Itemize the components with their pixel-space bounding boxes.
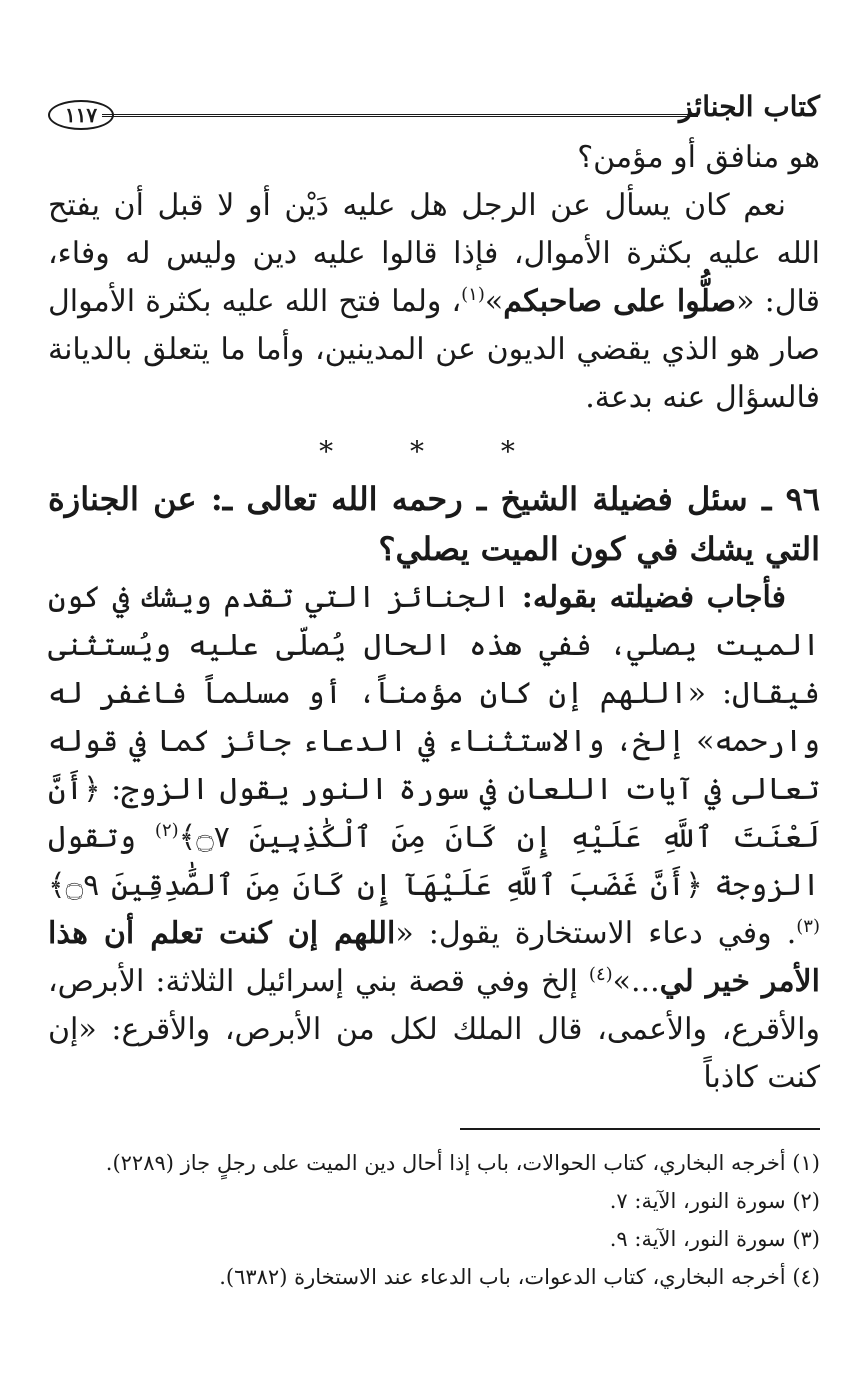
book-page <box>48 90 820 1296</box>
footnotes-separator <box>460 1128 820 1130</box>
paragraph-2-text-b: » <box>484 284 504 319</box>
chapter-title: كتاب الجنائز <box>678 90 820 123</box>
footnote-2: (٢) سورة النور، الآية: ٧. <box>609 1189 820 1213</box>
footnote-4: (٤) أخرجه البخاري، كتاب الدعوات، باب الدعاء عند الاستخارة (٦٣٨٢). <box>219 1265 820 1289</box>
answer-paragraph <box>48 574 820 1102</box>
footnote-ref-4: (٤) <box>588 964 613 985</box>
page-header <box>48 90 820 134</box>
footnote-ref-3: (٣) <box>796 916 820 937</box>
paragraph-1: هو منافق أو مؤمن؟ <box>577 140 820 175</box>
paragraph-2 <box>48 182 820 422</box>
question-heading: ٩٦ ـ سئل فضيلة الشيخ ـ رحمه الله تعالى ـ: عن الجنازة التي يشك في كون الميت يصلي؟ <box>48 480 821 568</box>
answer-text-d: ...» <box>612 964 660 999</box>
footnote-3: (٣) سورة النور، الآية: ٩. <box>609 1227 820 1251</box>
istikhara-quote: اللهم إن كنت تعلم أن هذا الأمر خير لي <box>48 916 820 999</box>
answer-text-a: الجنائز التي تقدم ويشك في كون الميت يصلي، ففي هذه الحال يُصلّى عليه ويُستثنى فيقال: «اللهم إن كان مؤمناً، أو مسلماً فاغفر له وارحمه» إلخ، والاستثناء في الدعاء جائز كما في قوله تعالى في آيات اللعان في سورة النور يقول الزوج: ﴿أَنَّ لَعْنَتَ ٱللَّهِ عَلَيْهِ إِن كَانَ مِنَ ٱلْكَٰذِبِينَ ۝٧﴾ <box>48 580 820 855</box>
footnote-ref-1: (١) <box>461 284 485 305</box>
answer-text-c: . وفي دعاء الاستخارة يقول: « <box>395 916 797 951</box>
footnote-ref-2: (٢) <box>154 820 179 841</box>
section-divider-stars: * * * <box>319 435 549 468</box>
answer-text-e: إلخ وفي قصة بني إسرائيل الثلاثة: الأبرص، والأقرع، والأعمى، قال الملك لكل من الأبرص، والأقرع: «إن كنت كاذباً <box>48 964 820 1095</box>
page-body <box>48 134 820 1102</box>
footnotes <box>48 1144 820 1296</box>
header-rule <box>102 114 698 117</box>
footnote-1: (١) أخرجه البخاري، كتاب الحوالات، باب إذا أحال دين الميت على رجلٍ جاز (٢٢٨٩). <box>105 1151 820 1175</box>
answer-text-b: وتقول الزوجة ﴿أَنَّ غَضَبَ ٱللَّهِ عَلَيْهَآ إِن كَانَ مِنَ ٱلصَّٰدِقِينَ ۝٩﴾ <box>48 820 820 903</box>
paragraph-2-text-a: نعم كان يسأل عن الرجل هل عليه دَيْن أو لا قبل أن يفتح الله عليه بكثرة الأموال، فإذا قالوا عليه دين وليس له وفاء، قال: « <box>48 188 820 319</box>
hadith-quote: صلُّوا على صاحبكم <box>503 284 737 319</box>
page-number: ١١٧ <box>48 100 114 130</box>
paragraph-2-text-c: ، ولما فتح الله عليه بكثرة الأموال صار هو الذي يقضي الديون عن المدينين، وأما ما يتعلق بالديانة فالسؤال عنه بدعة. <box>48 284 821 415</box>
answer-lead: فأجاب فضيلته بقوله: <box>521 580 786 615</box>
